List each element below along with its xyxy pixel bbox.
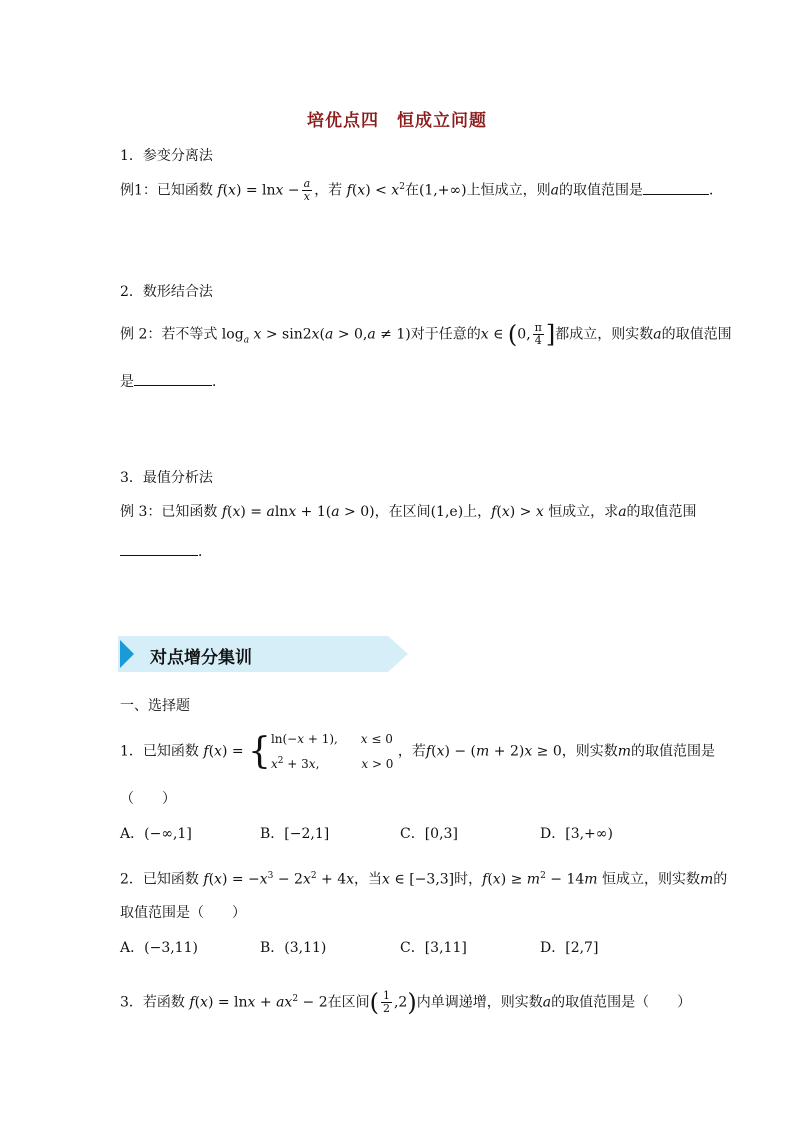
exercise-heading: 一、选择题 bbox=[120, 698, 190, 714]
page-title: 培优点四 恒成立问题 bbox=[307, 111, 487, 131]
question-2-line2: 取值范围是（ ） bbox=[120, 905, 246, 921]
question-1-paren: （ ） bbox=[120, 791, 176, 807]
answer-blank-2[interactable] bbox=[134, 371, 212, 386]
answer-blank-3[interactable] bbox=[120, 541, 198, 556]
q2-option-b[interactable]: B．(3,11) bbox=[260, 940, 327, 956]
fraction-pi-over-4: $\frac{\pi}{4}$ bbox=[534, 321, 542, 347]
fraction-a-over-x: $\frac{a}{x}$ bbox=[303, 177, 311, 204]
fraction-1-over-2: $\frac{1}{2}$ bbox=[382, 989, 390, 1016]
formula-f1: f bbox=[217, 182, 223, 199]
question-1: 1．已知函数 f(x) = { ln(−x + 1), x ≤ 0 $x^2 + 3x$, x > 0 ，若f(x) − (m + 2)x ≥ 0，则实数m的取值范围是 bbox=[120, 728, 715, 775]
example-3-line2: ． bbox=[120, 541, 212, 563]
section-heading-1: 1．参变分离法 bbox=[120, 148, 213, 164]
example-1: 例1：已知函数 f(x) = lnx − $\frac{a}{x}$ ，若 $f(x) < x^2$在(1,+∞)上恒成立，则a的取值范围是 ． bbox=[120, 177, 723, 204]
q2-option-d[interactable]: D．[2,7] bbox=[540, 940, 599, 956]
q2-option-a[interactable]: A．(−3,11) bbox=[120, 940, 198, 956]
q1-option-c[interactable]: C．[0,3] bbox=[400, 826, 458, 842]
q1-option-b[interactable]: B．[−2,1] bbox=[260, 826, 330, 842]
question-3: 3．若函数 $f(x) = \ln x + ax^2 - 2$在区间( $\frac{1}{2}$ ,2)内单调递增，则实数a的取值范围是（ ） bbox=[120, 988, 692, 1017]
section-heading-2: 2．数形结合法 bbox=[120, 284, 213, 300]
q1-option-d[interactable]: D．[3,+∞) bbox=[540, 826, 613, 842]
example-3: 例 3：已知函数 f(x) = alnx + 1(a > 0)，在区间(1,e)上，f(x) > x 恒成立，求a的取值范围 bbox=[120, 504, 697, 520]
example-2-line2: 是 ． bbox=[120, 371, 226, 393]
example-2: 例 2：若不等式 $\log_a x > \sin 2x(a > 0,a \ne 1)$对于任意的x ∈ (0, $\frac{\pi}{4}$ ]都成立，则实数a的取值范围 bbox=[120, 320, 732, 349]
question-2: 2．已知函数 $f(x) = -x^3 - 2x^2 + 4x$，当x ∈ [−3,3]时，$f(x) \ge m^2 - 14m$ 恒成立，则实数m的 bbox=[120, 871, 728, 888]
answer-blank-1[interactable] bbox=[643, 180, 709, 195]
section-heading-3: 3．最值分析法 bbox=[120, 470, 213, 486]
piecewise-cases: ln(−x + 1), x ≤ 0 $x^2 + 3x$, x > 0 bbox=[270, 732, 394, 771]
q1-option-a[interactable]: A．(−∞,1] bbox=[120, 826, 192, 842]
banner-label: 对点增分集训 bbox=[150, 648, 252, 668]
q2-option-c[interactable]: C．[3,11] bbox=[400, 940, 467, 956]
